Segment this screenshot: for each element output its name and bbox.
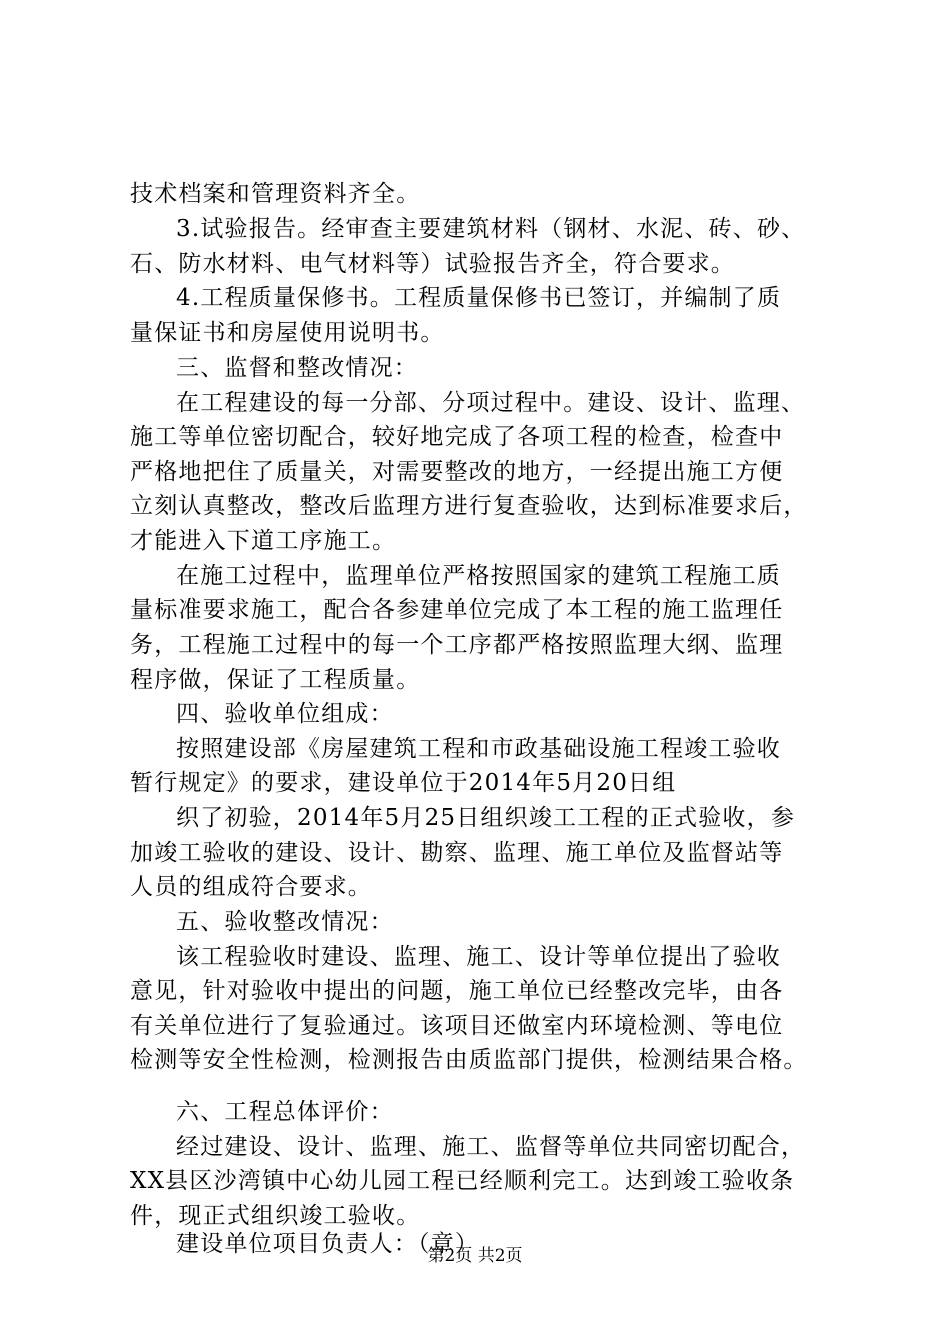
paragraph-line: 在工程建设的每一分部、分项过程中。建设、设计、监理、 [176,390,806,416]
paragraph-line: 才能进入下道工序施工。 [130,528,397,554]
paragraph-line: 检测等安全性检测，检测报告由质监部门提供，检测结果合格。 [130,1047,808,1073]
section-heading: 六、工程总体评价： [176,1099,394,1125]
page-number: 第2页 共2页 [427,1246,523,1266]
paragraph-line: 件，现正式组织竣工验收。 [130,1203,421,1229]
paragraph-line: 按照建设部《房屋建筑工程和市政基础设施工程竣工验收 [176,736,781,762]
section-heading: 四、验收单位组成： [176,701,394,727]
paragraph-line: 3.试验报告。经审查主要建筑材料（钢材、水泥、砖、砂、 [176,216,806,242]
paragraph-line: 意见，针对验收中提出的问题，施工单位已经整改完毕，由各 [130,978,784,1004]
paragraph-line: 程序做，保证了工程质量。 [130,667,421,693]
signature-line: 建设单位项目负责人：（章） [176,1231,480,1257]
paragraph-line: XX县区沙湾镇中心幼儿园工程已经顺利完工。达到竣工验收条 [130,1168,795,1194]
paragraph-line: 织了初验，2014年5月25日组织竣工工程的正式验收，参 [176,805,796,831]
paragraph-line: 石、防水材料、电气材料等）试验报告齐全，符合要求。 [130,251,735,277]
paragraph-line: 施工等单位密切配合，较好地完成了各项工程的检查，检查中 [130,424,784,450]
paragraph-line: 有关单位进行了复验通过。该项目还做室内环境检测、等电位 [130,1013,784,1039]
paragraph-line: 经过建设、设计、监理、施工、监督等单位共同密切配合， [176,1134,806,1160]
paragraph-line: 立刻认真整改，整改后监理方进行复查验收，达到标准要求后， [130,493,808,519]
paragraph-line: 4.工程质量保修书。工程质量保修书已签订，并编制了质 [176,285,782,311]
paragraph-line: 人员的组成符合要求。 [130,874,372,900]
section-heading: 三、监督和整改情况： [176,355,418,381]
paragraph-line: 暂行规定》的要求，建设单位于2014年5月20日组 [130,770,677,796]
paragraph-line: 务，工程施工过程中的每一个工序都严格按照监理大纲、监理 [130,632,784,658]
paragraph-line: 量标准要求施工，配合各参建单位完成了本工程的施工监理任 [130,597,784,623]
section-heading: 五、验收整改情况： [176,909,394,935]
paragraph-line: 该工程验收时建设、监理、施工、设计等单位提出了验收 [176,944,781,970]
paragraph-line: 在施工过程中，监理单位严格按照国家的建筑工程施工质 [176,563,781,589]
paragraph-line: 量保证书和房屋使用说明书。 [130,320,445,346]
paragraph-line: 加竣工验收的建设、设计、勘察、监理、施工单位及监督站等 [130,840,784,866]
paragraph-line: 技术档案和管理资料齐全。 [130,181,421,207]
paragraph-line: 严格地把住了质量关，对需要整改的地方，一经提出施工方便 [130,459,784,485]
